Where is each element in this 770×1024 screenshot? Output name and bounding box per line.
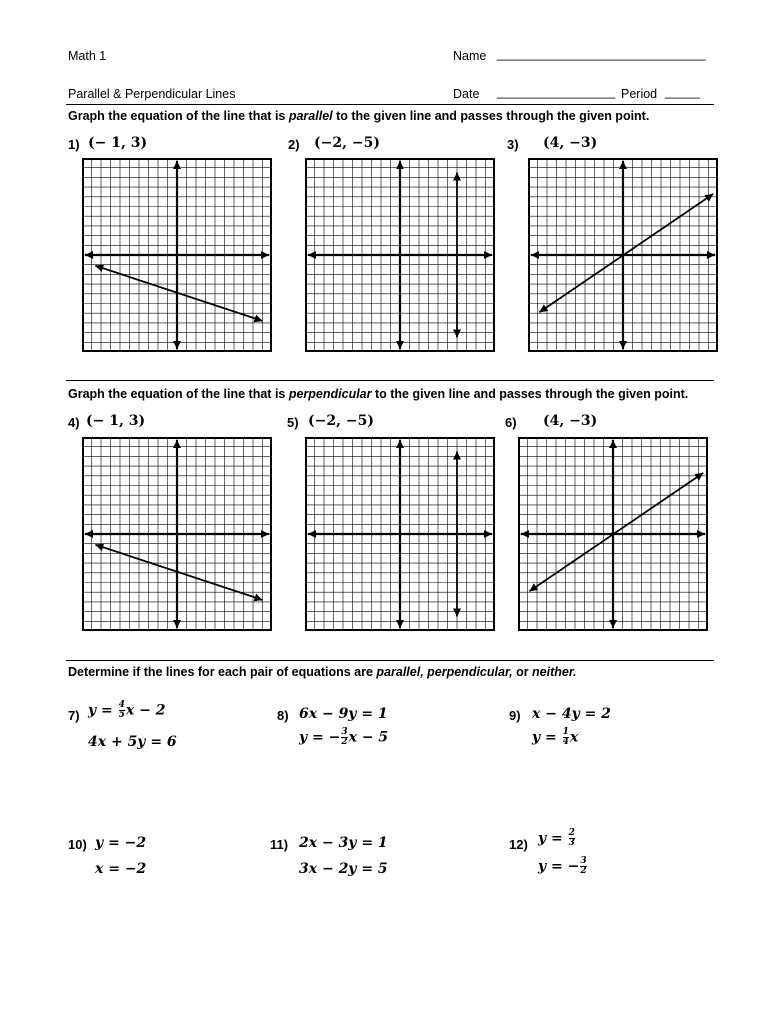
problem-11-number: 11) <box>270 837 289 852</box>
course-title: Math 1 <box>68 49 107 63</box>
problem-10-number: 10) <box>68 837 87 852</box>
graph-1[interactable] <box>82 158 272 352</box>
fraction <box>341 728 347 747</box>
section1-instructions <box>68 109 649 123</box>
fraction <box>569 829 575 848</box>
denominator: 2 <box>341 737 348 747</box>
numerator: 3 <box>580 856 587 866</box>
problem-10-eq1: y = −2 <box>95 835 147 851</box>
problem-9-number: 9) <box>509 708 521 723</box>
numerator: 2 <box>568 828 575 838</box>
section3-text-b: or <box>512 665 533 679</box>
problem-5-point: (−2, −5) <box>308 413 374 429</box>
section2-instructions <box>68 387 688 401</box>
problem-9-eq2 <box>532 728 578 747</box>
eq-text: y = <box>532 729 562 746</box>
section3-text-a: Determine if the lines for each pair of equations are <box>68 665 377 679</box>
eq-text: y = − <box>538 858 580 875</box>
date-field[interactable]: _________________ <box>497 85 616 99</box>
section1-emphasis: parallel <box>288 109 333 123</box>
problem-5-number: 5) <box>287 415 299 430</box>
period-field[interactable]: _____ <box>665 85 700 99</box>
problem-7-eq2: 4x + 5y = 6 <box>88 734 177 750</box>
date-label: Date <box>453 87 480 101</box>
fraction <box>563 728 569 747</box>
problem-2-number: 2) <box>288 137 300 152</box>
problem-3-point: (4, −3) <box>543 135 598 151</box>
problem-7-number: 7) <box>68 708 80 723</box>
problem-3-number: 3) <box>507 137 519 152</box>
section1-divider <box>66 380 714 381</box>
eq-text: y = <box>538 830 568 847</box>
section1-text-b: to the given line and passes through the given point. <box>332 109 650 123</box>
problem-4-point: (− 1, 3) <box>86 413 146 429</box>
problem-10-eq2: x = −2 <box>95 861 147 877</box>
period-label: Period <box>621 87 658 101</box>
topic-title: Parallel & Perpendicular Lines <box>68 87 236 101</box>
header-divider <box>66 104 714 105</box>
problem-11-eq2: 3x − 2y = 5 <box>299 861 388 877</box>
graph-5[interactable] <box>305 437 495 631</box>
eq-text: y = <box>88 702 118 719</box>
name-label: Name <box>453 49 487 63</box>
graph-2[interactable] <box>305 158 495 352</box>
section2-text-b: to the given line and passes through the given point. <box>371 387 689 401</box>
section3-emphasis-b: neither. <box>532 665 577 679</box>
section3-instructions <box>68 665 577 679</box>
numerator: 1 <box>562 727 569 737</box>
graph-3[interactable] <box>528 158 718 352</box>
graph-4[interactable] <box>82 437 272 631</box>
denominator: 5 <box>118 710 125 720</box>
denominator: 2 <box>580 866 587 876</box>
fraction <box>580 857 586 876</box>
eq-text: x − 2 <box>125 702 166 719</box>
problem-8-eq1: 6x − 9y = 1 <box>299 706 388 722</box>
section3-emphasis-a: parallel, perpendicular, <box>376 665 513 679</box>
problem-12-eq1 <box>538 829 576 848</box>
problem-8-eq2 <box>299 728 388 747</box>
section2-divider <box>66 660 714 661</box>
eq-text: y = − <box>299 729 341 746</box>
denominator: 4 <box>562 737 569 747</box>
graph-6[interactable] <box>518 437 708 631</box>
problem-12-number: 12) <box>509 837 528 852</box>
fraction <box>119 701 125 720</box>
numerator: 4 <box>118 700 125 710</box>
problem-6-point: (4, −3) <box>543 413 598 429</box>
denominator: 3 <box>568 838 575 848</box>
problem-9-eq1: x − 4y = 2 <box>532 706 611 722</box>
section1-text-a: Graph the equation of the line that is <box>68 109 289 123</box>
problem-8-number: 8) <box>277 708 289 723</box>
problem-6-number: 6) <box>505 415 517 430</box>
problem-1-number: 1) <box>68 137 80 152</box>
name-field[interactable]: ______________________________ <box>497 47 706 61</box>
problem-7-eq1 <box>88 701 165 720</box>
problem-2-point: (−2, −5) <box>314 135 380 151</box>
section2-text-a: Graph the equation of the line that is <box>68 387 289 401</box>
section2-emphasis: perpendicular <box>288 387 372 401</box>
problem-1-point: (− 1, 3) <box>88 135 148 151</box>
problem-11-eq1: 2x − 3y = 1 <box>299 835 388 851</box>
eq-text: x − 5 <box>348 729 389 746</box>
eq-text: x <box>569 729 579 746</box>
problem-12-eq2 <box>538 857 588 876</box>
problem-4-number: 4) <box>68 415 80 430</box>
numerator: 3 <box>341 727 348 737</box>
